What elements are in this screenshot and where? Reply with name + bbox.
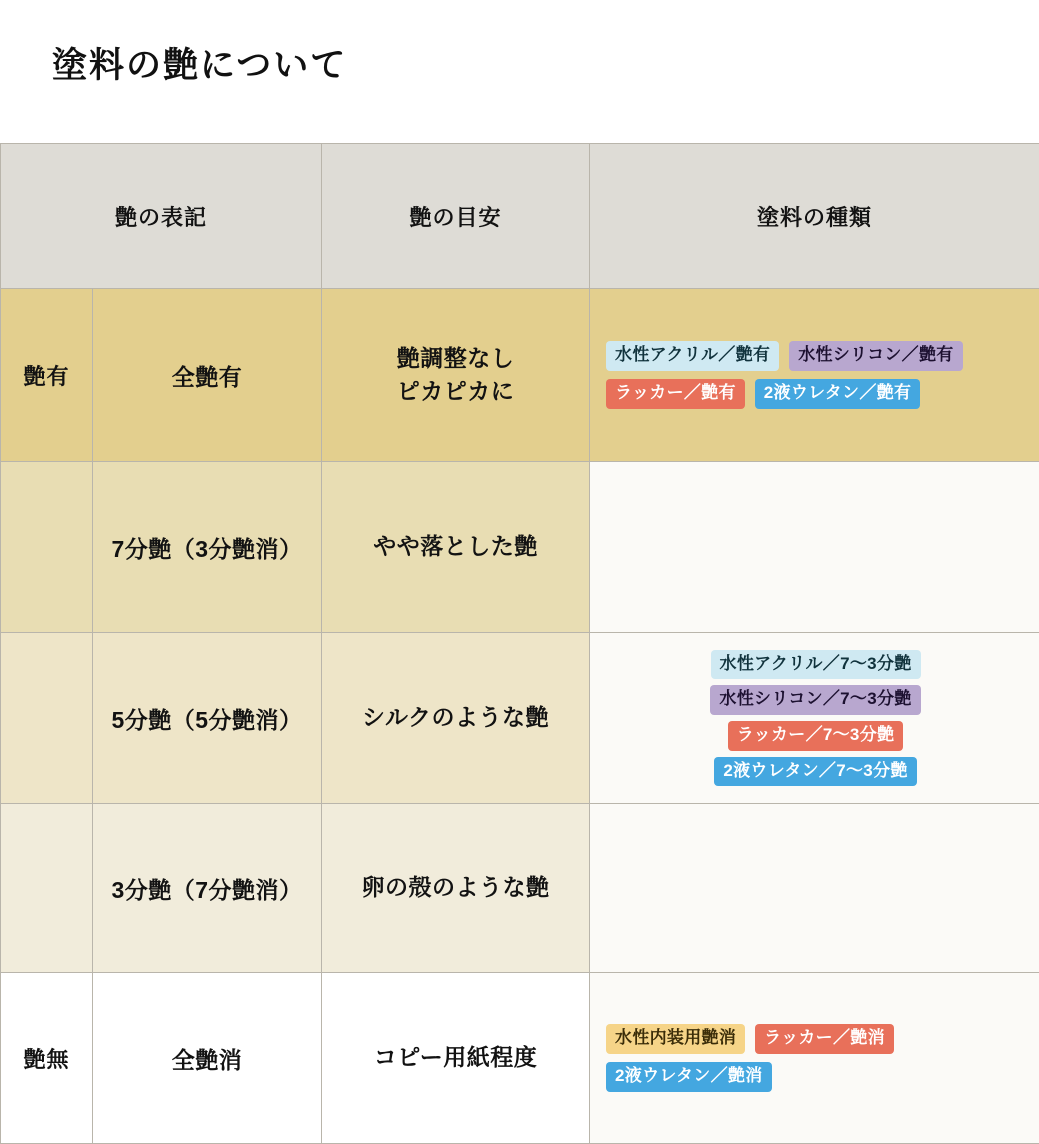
gloss-description: シルクのような艶: [322, 633, 590, 804]
gloss-group-label: [1, 462, 93, 633]
table-body: [1, 289, 1039, 1144]
paint-type-tags: [590, 633, 1039, 804]
gloss-notation: 5分艶（5分艶消）: [93, 633, 322, 804]
paint-tag: 水性アクリル／艶有: [606, 341, 779, 371]
paint-type-tags: [590, 973, 1039, 1144]
gloss-group-label: [1, 804, 93, 973]
gloss-notation: 全艶消: [93, 973, 322, 1144]
table-row: [1, 633, 1039, 804]
page-title: 塗料の艶について: [52, 38, 347, 88]
gloss-notation: 3分艶（7分艶消）: [93, 804, 322, 973]
gloss-description-line2: ピカピカに: [322, 375, 589, 408]
table-row: [1, 973, 1039, 1144]
paint-tag: ラッカー／艶消: [755, 1024, 894, 1054]
paint-tag: 2液ウレタン／艶消: [606, 1062, 771, 1092]
paint-tag: 2液ウレタン／7〜3分艶: [714, 757, 916, 787]
paint-type-tags: [590, 289, 1039, 462]
paint-type-tags: [590, 804, 1039, 973]
paint-tag: 2液ウレタン／艶有: [755, 379, 920, 409]
gloss-table: [0, 143, 1039, 1144]
gloss-group-label: 艶有: [1, 289, 93, 462]
table-row: [1, 289, 1039, 462]
gloss-description: 卵の殻のような艶: [322, 804, 590, 973]
gloss-description: コピー用紙程度: [322, 973, 590, 1144]
paint-type-tags: [590, 462, 1039, 633]
column-header-paint-type: 塗料の種類: [590, 144, 1039, 289]
gloss-description-line1: 艶調整なし: [322, 342, 589, 375]
paint-tag: 水性シリコン／艶有: [789, 341, 962, 371]
gloss-description: やや落とした艶: [322, 462, 590, 633]
paint-tag: 水性内装用艶消: [606, 1024, 745, 1054]
column-header-notation: 艶の表記: [1, 144, 322, 289]
paint-tag: ラッカー／艶有: [606, 379, 745, 409]
column-header-guideline: 艶の目安: [322, 144, 590, 289]
gloss-group-label: [1, 633, 93, 804]
gloss-notation: 全艶有: [93, 289, 322, 462]
table-row: [1, 804, 1039, 973]
gloss-notation: 7分艶（3分艶消）: [93, 462, 322, 633]
paint-tag: 水性シリコン／7〜3分艶: [710, 685, 920, 715]
table-header: [1, 144, 1039, 289]
gloss-description: [322, 289, 590, 462]
table-header-row: [1, 144, 1039, 289]
paint-tag: 水性アクリル／7〜3分艶: [711, 650, 921, 680]
gloss-group-label: 艶無: [1, 973, 93, 1144]
paint-tag: ラッカー／7〜3分艶: [728, 721, 904, 751]
table-row: [1, 462, 1039, 633]
